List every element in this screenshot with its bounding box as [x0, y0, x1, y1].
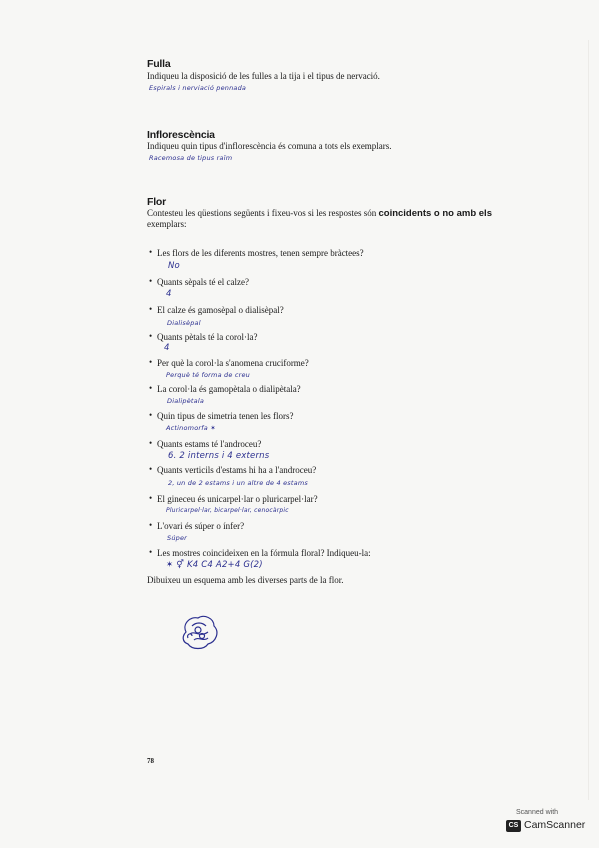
question-6: • La corol·la és gamopètala o dialipètala?: [157, 384, 301, 394]
prompt-fulla: Indiqueu la disposició de les fulles a la tija i el tipus de nervació.: [147, 71, 380, 81]
answer-5: Perquè té forma de creu: [166, 371, 250, 379]
draw-prompt: Dibuixeu un esquema amb les diverses parts de la flor.: [147, 575, 344, 585]
answer-9: 2, un de 2 estams i un altre de 4 estams: [168, 479, 308, 487]
question-7: • Quin tipus de simetria tenen les flors?: [157, 411, 293, 421]
question-11: • L'ovari és súper o ínfer?: [157, 521, 244, 531]
answer-fulla: Espirals i nerviació pennada: [149, 84, 247, 92]
answer-12: ✶ ⚥ K4 C4 A2+4 G(2): [166, 560, 263, 570]
camscanner-logo-icon: CS: [506, 820, 521, 832]
question-2: • Quants sèpals té el calze?: [157, 277, 249, 287]
question-8: • Quants estams té l'androceu?: [157, 439, 261, 449]
prompt-flor-end: exemplars:: [147, 219, 187, 229]
page-number: 78: [147, 757, 154, 765]
question-9: • Quants verticils d'estams hi ha a l'androceu?: [157, 465, 316, 475]
question-3: • El calze és gamosèpal o dialisèpal?: [157, 305, 284, 315]
answer-11: Súper: [167, 534, 188, 542]
flower-sketch: [178, 612, 222, 652]
answer-2: 4: [166, 289, 172, 299]
section-title-inflorescencia: Inflorescència: [147, 129, 215, 141]
question-1: • Les flors de les diferents mostres, tenen sempre bràctees?: [157, 248, 364, 258]
section-title-fulla: Fulla: [147, 58, 171, 70]
answer-inflorescencia: Racemosa de tipus raïm: [149, 154, 233, 162]
answer-7: Actinomorfa ✶: [166, 424, 216, 432]
prompt-flor: [147, 208, 547, 230]
prompt-flor-start: Contesteu les qüestions següents i fixeu-vos si les respostes són: [147, 208, 377, 218]
answer-3: Dialisèpal: [167, 319, 201, 327]
answer-10: Pluricarpel·lar, bicarpel·lar, cenocàrpic: [166, 507, 289, 514]
answer-1: No: [168, 261, 180, 271]
question-12: • Les mostres coincideixen en la fórmula floral? Indiqueu-la:: [157, 548, 371, 558]
prompt-inflorescencia: Indiqueu quin tipus d'inflorescència és comuna a tots els exemplars.: [147, 141, 392, 151]
badge-scanned-text: Scanned with: [516, 809, 559, 816]
camscanner-badge: [506, 809, 588, 839]
answer-6: Dialipètala: [167, 397, 205, 405]
answer-4: 4: [164, 343, 170, 353]
question-5: • Per què la corol·la s'anomena cruciforme?: [157, 358, 309, 368]
answer-8: 6. 2 interns i 4 externs: [168, 451, 270, 461]
badge-brand: CamScanner: [524, 819, 586, 831]
section-title-flor: Flor: [147, 196, 167, 208]
scan-edge-shadow: [588, 40, 589, 800]
prompt-flor-bold: coincidents o no amb els: [378, 208, 492, 219]
question-10: • El gineceu és unicarpel·lar o pluricarpel·lar?: [157, 494, 318, 504]
question-4: • Quants pètals té la corol·la?: [157, 332, 257, 342]
